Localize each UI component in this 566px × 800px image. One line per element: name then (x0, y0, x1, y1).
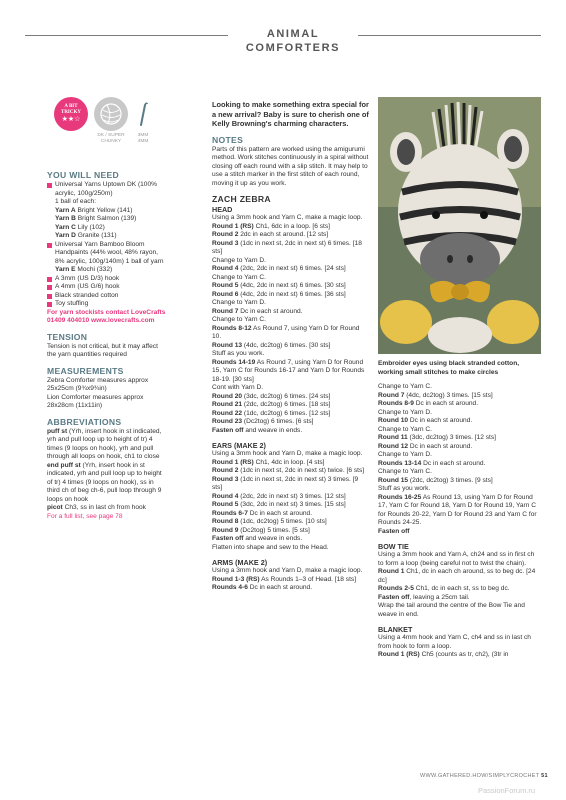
instruction-line (212, 544, 369, 553)
instruction-text: (3dc, dc2tog) 3 times. [12 sts] (407, 434, 497, 441)
instruction-line (378, 383, 541, 392)
instruction-line (212, 567, 369, 576)
full-list-link[interactable]: For a full list, see page 78 (47, 512, 123, 520)
instruction-label: Round 8 (212, 518, 239, 525)
instruction-line (378, 400, 541, 409)
instruction-label: Rounds 2-5 (378, 585, 414, 592)
instruction-text: Using a 4mm hook and Yarn C, ch4 and ss in last ch from hook to form a loop. (378, 634, 531, 650)
instruction-line (212, 350, 369, 359)
yarn-weight-caption: DK / SUPER CHUNKY (97, 133, 125, 144)
instruction-line (378, 594, 541, 603)
instruction-label: Rounds 13-14 (378, 459, 422, 467)
hook-size-caption: 3MM 4MM (137, 133, 149, 144)
instruction-label: Round 1 (RS) (378, 651, 420, 658)
instruction-line (212, 410, 369, 419)
header-rule-left (25, 35, 228, 36)
instruction-line (378, 426, 541, 435)
instruction-line (212, 518, 369, 527)
instruction-line (378, 417, 541, 426)
instruction-line (212, 384, 369, 393)
instruction-label: Fasten off (378, 593, 410, 601)
instruction-line (212, 214, 369, 223)
instruction-line (212, 316, 369, 325)
head-instructions (212, 214, 369, 435)
instruction-line (378, 585, 541, 594)
instruction-line (212, 459, 369, 468)
instruction-text: (3dc, 2dc in next st) 3 times. [15 sts] (238, 501, 346, 508)
instruction-text: Flatten into shape and sew to the Head. (212, 543, 329, 551)
instruction-line (378, 443, 541, 452)
instruction-label: Round 6 (212, 290, 239, 298)
instruction-line (212, 476, 369, 493)
materials-item-yarn-uptown (47, 181, 167, 207)
instruction-line (212, 359, 369, 385)
instruction-label: Round 1 (RS) (212, 222, 254, 230)
instruction-line (212, 418, 369, 427)
instruction-label: Round 12 (378, 442, 409, 450)
left-column (47, 170, 167, 521)
abbreviations-heading: ABBREVIATIONS (47, 416, 122, 427)
measurements-heading: MEASUREMENTS (47, 365, 124, 376)
instruction-line (378, 468, 541, 477)
blanket-instructions (378, 634, 541, 660)
instruction-label: Round 23 (212, 418, 243, 425)
yarn-list (47, 207, 167, 241)
arms-continued-instructions (378, 383, 541, 536)
materials-item-yarn-bamboo: Universal Yarn Bamboo Bloom Handpaints (44% wool, 48% rayon, 8% acrylic, 100g/140m) 1 ball of yarn Yarn E Mochi (332) (47, 241, 167, 275)
you-will-need-heading: YOU WILL NEED (47, 170, 120, 180)
instruction-label: Rounds 4-6 (212, 584, 248, 591)
instruction-label: Round 15 (378, 476, 409, 484)
instruction-line (212, 535, 369, 544)
instruction-text: (1dc, dc2tog) 6 times. [12 sts] (242, 409, 331, 417)
instruction-text: (2dc, 2dc in next st) 6 times. [24 sts] (238, 265, 346, 272)
measurement-lion: Lion Comforter measures approx 28x28cm (11x11in) (47, 393, 144, 409)
page-number: 51 (541, 773, 548, 779)
instruction-label: Rounds 8-9 (378, 400, 414, 407)
instruction-line (212, 257, 369, 266)
instruction-label: Round 1 (RS) (212, 458, 254, 466)
instruction-line (212, 527, 369, 536)
instruction-line (378, 460, 541, 469)
instruction-line (212, 223, 369, 232)
instruction-text: Change to Yarn D. (212, 299, 267, 306)
instruction-line (212, 325, 369, 342)
instruction-text: (4dc, dc2tog) 3 times. [15 sts] (404, 391, 493, 399)
abbrev-picot: picot Ch3, ss in last ch from hook (47, 504, 146, 511)
instruction-label: Round 4 (212, 492, 239, 500)
instruction-label: Rounds 8-12 (212, 324, 252, 332)
instruction-line (212, 584, 369, 593)
instruction-text: Dc in each st around. (247, 509, 313, 517)
instruction-text: Ch1, dc in each st, ss to beg dc. (413, 585, 510, 592)
instruction-line (212, 393, 369, 402)
instruction-line (212, 450, 369, 459)
instruction-label: Fasten off (212, 426, 244, 434)
header-rule-right (358, 35, 541, 36)
instruction-line (378, 451, 541, 460)
instruction-text: Change to Yarn D. (378, 451, 433, 458)
instruction-text: (Dc2tog) 6 times. [6 sts] (242, 418, 314, 425)
instruction-label: Round 2 (212, 231, 239, 238)
instruction-text: Ch1, dc in each ch around, ss to beg dc. [24 dc] (378, 568, 536, 584)
measurement-zebra: Zebra Comforter measures approx 25x25cm (9¾x9¾in) (47, 376, 149, 392)
materials-item-subtext: 1 ball of each: (55, 198, 97, 205)
zebra-illustration (378, 97, 541, 354)
instruction-text: (4dc, 2dc in next st) 6 times. [30 sts] (238, 282, 346, 289)
instruction-line (378, 568, 541, 585)
instruction-label: Round 20 (212, 392, 243, 400)
instruction-line (378, 434, 541, 443)
instruction-text: (1dc, dc2tog) 5 times. [10 sts] (238, 518, 327, 525)
skill-stars: ★★☆ (61, 116, 81, 123)
bow-tie-heading: BOW TIE (378, 542, 409, 551)
instruction-label: Fasten off (212, 535, 244, 542)
instruction-text: Dc in each st around. (413, 400, 479, 407)
instruction-label: Round 1 (378, 568, 405, 575)
instruction-text: Dc in each st around. (408, 417, 473, 424)
instruction-text: Change to Yarn C. (212, 316, 267, 323)
instruction-text: (4dc, dc2tog) 6 times. [30 sts] (242, 341, 331, 349)
instruction-text: Change to Yarn C. (212, 273, 267, 281)
zebra-photo (378, 97, 541, 354)
skill-level-badge (54, 97, 88, 131)
instruction-line (212, 299, 369, 308)
instruction-line (212, 291, 369, 300)
instruction-text: As Round 7, using Yarn D for Round 10. (212, 324, 360, 340)
instruction-text: Using a 3mm hook and Yarn D, make a magic loop. (212, 450, 363, 457)
pattern-badges (54, 97, 164, 157)
instruction-line (212, 510, 369, 519)
instruction-line (212, 493, 369, 502)
materials-item-cotton: Black stranded cotton (47, 292, 167, 301)
notes-text: Parts of this pattern are worked using the amigurumi method. Work stitches continuously in a spiral without closing off each round with a slip stitch. It may help to use a stitch marker in the first stitch of each round, moving it up as you work. (212, 145, 369, 187)
intro-text: Looking to make something extra special for a new arrival? Baby is sure to cherish one of Kelly Browning's charming characters. (212, 100, 369, 128)
instruction-text: (2dc, 2dc in next st) 3 times. [12 sts] (238, 492, 346, 500)
blanket-heading: BLANKET (378, 625, 413, 634)
instruction-line (212, 265, 369, 274)
stockists-link[interactable]: For yarn stockists contact LoveCrafts 01409 404010 www.lovecrafts.com (47, 308, 166, 324)
abbrev-puff-st: puff st (Yrh, insert hook in st indicated, yrh and pull loop up to height of tr) 4 times (9 loops on hook), yrh and pull through all loops on hook, ch1 to close (47, 427, 162, 460)
instruction-text: Using a 3mm hook and Yarn A, ch24 and ss in first ch to form a loop (being careful not to twist the chain). (378, 551, 535, 567)
abbrev-end-puff-st: end puff st (Yrh, insert hook in st indicated, yrh and pull loop up to height of tr) 4 times (9 loops on hook), ss in third ch of beg ch-6, pull loop through 9 loops on hook (47, 461, 162, 503)
instruction-text: Wrap the tail around the centre of the Bow Tie and weave in end. (378, 602, 525, 618)
instruction-label: Round 1-3 (RS) (212, 575, 260, 583)
instruction-label: Round 10 (378, 417, 409, 424)
instruction-label: Round 5 (212, 501, 239, 508)
tension-text: Tension is not critical, but it may affect the yarn quantities required (47, 342, 158, 358)
instruction-text: Stuff as you work. (378, 485, 431, 492)
notes-heading: NOTES (212, 134, 244, 145)
right-column (378, 360, 541, 660)
instruction-text: (3dc, dc2tog) 6 times. [24 sts] (242, 392, 331, 400)
instruction-text: (2dc, dc2tog) 6 times. [18 sts] (242, 401, 331, 408)
ears-heading: EARS (MAKE 2) (212, 441, 266, 450)
instruction-text: Ch5 (counts as tr, ch2), (3tr in (419, 651, 509, 658)
instruction-text: Dc in each st around. (421, 459, 486, 467)
instruction-text: (Dc2tog) 5 times. [5 sts] (238, 526, 310, 534)
instruction-text: Dc in each st around. (247, 584, 313, 591)
instruction-line (378, 551, 541, 568)
zebra-title: ZACH ZEBRA (212, 194, 271, 204)
photo-caption: Embroider eyes using black stranded cotton, working small stitches to make circles (378, 360, 520, 376)
instruction-label: Round 2 (212, 467, 239, 474)
skill-level-line1: A BIT (64, 104, 78, 109)
instruction-line (212, 576, 369, 585)
instruction-label: Round 7 (212, 307, 239, 315)
instruction-line (212, 501, 369, 510)
instruction-label: Round 3 (212, 475, 239, 483)
materials-item-text: Universal Yarns Uptown DK (100% acrylic, 100g/250m) (55, 181, 158, 197)
instruction-text: Dc in each st around. (238, 307, 303, 315)
instruction-label: Round 22 (212, 409, 243, 417)
instruction-line (378, 485, 541, 494)
instruction-line (378, 477, 541, 486)
yarn-entry-d: Yarn D Granite (131) (55, 232, 117, 239)
instruction-text: (1dc in next st, 2dc in next st) 6 times. [18 sts] (212, 239, 362, 255)
instruction-text: and weave in ends. (243, 535, 303, 542)
instruction-text: Change to Yarn C. (378, 383, 433, 390)
head-heading: HEAD (212, 205, 233, 214)
arms-heading: ARMS (MAKE 2) (212, 558, 268, 567)
instruction-line (378, 494, 541, 528)
instruction-line (378, 634, 541, 651)
instruction-text: Change to Yarn C. (378, 468, 433, 475)
bow-tie-instructions (378, 551, 541, 619)
skill-level-line2: TRICKY (60, 110, 81, 115)
instruction-label: Round 13 (212, 341, 243, 349)
instruction-line (212, 308, 369, 317)
instruction-line (212, 274, 369, 283)
instruction-text: Ch1, 6dc in a loop. [6 sts] (253, 222, 331, 230)
instruction-text: As Round 13, using Yarn D for Round 17, Yarn C for Round 18, Yarn D for Round 19, Yarn C for Rounds 20-22, Yarn D for Round 23 and Yarn C for Rounds 24-25. (378, 493, 537, 526)
ears-instructions (212, 450, 369, 552)
materials-item-hook-4mm: A 4mm (US G/6) hook (47, 283, 167, 292)
instruction-label: Rounds 16-25 (378, 493, 422, 501)
materials-item-stuffing: Toy stuffing (47, 300, 167, 309)
middle-column (212, 100, 369, 593)
instruction-text: (2dc, dc2tog) 3 times. [9 sts] (408, 476, 493, 484)
footer-url-text[interactable]: WWW.GATHERED.HOW/SIMPLYCROCHET (420, 773, 540, 779)
instruction-line (378, 409, 541, 418)
instruction-label: Rounds 6-7 (212, 509, 248, 517)
instruction-line (378, 392, 541, 401)
yarn-entry-a: Yarn A Bright Yellow (141) (55, 206, 133, 214)
instruction-text: and weave in ends. (243, 426, 303, 434)
instruction-text: (4dc, 2dc in next st) 6 times. [36 sts] (238, 290, 346, 298)
instruction-line (212, 342, 369, 351)
instruction-text: Using a 3mm hook and Yarn D, make a magic loop. (212, 567, 363, 574)
instruction-text: 2dc in each st around. [12 sts] (238, 231, 329, 238)
instruction-line (212, 240, 369, 257)
materials-item-hook-3mm: A 3mm (US D/3) hook (47, 275, 167, 284)
instruction-label: Round 9 (212, 526, 239, 534)
instruction-label: Round 11 (378, 434, 408, 441)
footer-url (420, 772, 548, 781)
instruction-line (378, 528, 541, 537)
watermark: PassionForum.ru (478, 786, 536, 795)
instruction-text: Change to Yarn D. (378, 408, 433, 416)
instruction-line (212, 282, 369, 291)
yarn-entry-c: Yarn C Lily (102) (55, 223, 105, 231)
instruction-line (212, 401, 369, 410)
instruction-label: Fasten off (378, 527, 410, 535)
instruction-text: Change to Yarn D. (212, 256, 267, 264)
instruction-label: Round 3 (212, 239, 239, 247)
instruction-label: Round 7 (378, 391, 405, 399)
instruction-text: Stuff as you work. (212, 350, 265, 357)
tension-heading: TENSION (47, 331, 88, 342)
instruction-line (378, 602, 541, 619)
instruction-text: (1dc in next st, 2dc in next st) twice. [6 sts] (238, 467, 365, 474)
yarn-ball-icon (94, 97, 128, 131)
instruction-text: Change to Yarn C. (378, 425, 433, 433)
instruction-text: Cont with Yarn D. (212, 384, 264, 391)
instruction-line (212, 467, 369, 476)
crochet-hook-icon (134, 101, 152, 127)
instruction-line (378, 651, 541, 660)
instruction-text: As Rounds 1–3 of Head. [18 sts] (259, 575, 357, 583)
instruction-text: (1dc in next st, 2dc in next st) 3 times. [9 sts] (212, 475, 359, 491)
instruction-line (212, 231, 369, 240)
yarn-entry-b: Yarn B Bright Salmon (139) (55, 215, 137, 222)
instruction-text: , leaving a 25cm tail. (409, 593, 470, 601)
instruction-label: Rounds 14-19 (212, 358, 256, 366)
instruction-line (212, 427, 369, 436)
page-header-title: ANIMAL COMFORTERS (245, 28, 341, 54)
instruction-text: As Round 7, using Yarn D for Round 15, Yarn C for Rounds 16-17 and Yarn D for Rounds 18-19. [30 sts] (212, 358, 365, 383)
instruction-text: Dc in each st around. (408, 442, 473, 450)
instruction-label: Round 21 (212, 401, 243, 408)
instruction-label: Round 5 (212, 282, 239, 289)
instruction-label: Round 4 (212, 265, 239, 272)
arms-instructions (212, 567, 369, 593)
instruction-text: Ch1, 4dc in loop. [4 sts] (253, 458, 325, 466)
instruction-text: Using a 3mm hook and Yarn C, make a magic loop. (212, 214, 363, 221)
